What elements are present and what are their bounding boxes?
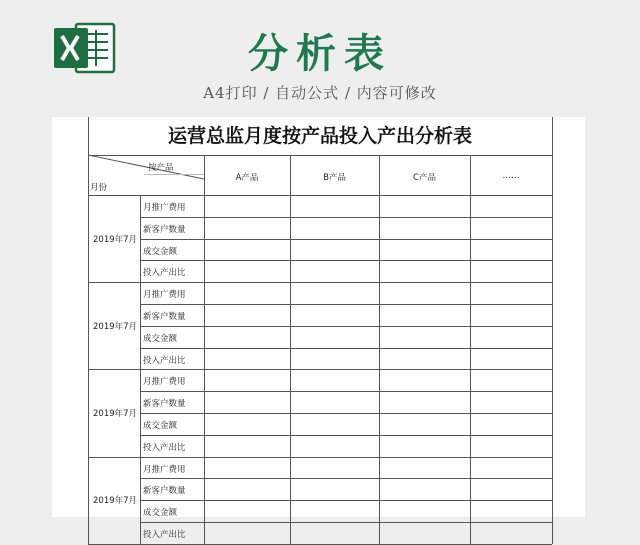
column-header: ……: [502, 171, 520, 181]
metric-label: 月推广费用: [143, 203, 186, 213]
metric-label: 新客户数量: [143, 399, 186, 410]
metric-label: 成交金额: [143, 246, 178, 257]
data-cell[interactable]: [471, 218, 552, 239]
month-label: 2019年7月: [93, 496, 138, 507]
spreadsheet-preview: [52, 117, 585, 540]
data-cell[interactable]: [205, 458, 290, 479]
page-subtitle: A4打印 / 自动公式 / 内容可修改: [203, 84, 437, 102]
data-cell[interactable]: [291, 370, 379, 391]
data-cell[interactable]: [205, 218, 290, 239]
data-cell[interactable]: [291, 436, 379, 457]
data-cell[interactable]: [380, 479, 470, 500]
data-cell[interactable]: [380, 327, 470, 348]
data-cell[interactable]: [471, 501, 552, 522]
table-border-left: [88, 155, 89, 544]
data-cell[interactable]: [205, 261, 290, 282]
data-cell[interactable]: [291, 349, 379, 370]
data-cell[interactable]: [291, 458, 379, 479]
metric-label: 月推广费用: [143, 377, 186, 388]
data-cell[interactable]: [380, 349, 470, 370]
data-cell[interactable]: [471, 283, 552, 304]
data-cell[interactable]: [291, 261, 379, 282]
metric-label: 成交金额: [143, 421, 178, 431]
data-cell[interactable]: [291, 305, 379, 326]
data-cell[interactable]: [291, 240, 379, 261]
metric-label: 新客户数量: [143, 224, 186, 235]
data-cell[interactable]: [380, 436, 470, 457]
data-cell[interactable]: [471, 349, 552, 370]
data-cell[interactable]: [380, 261, 470, 282]
data-cell[interactable]: [291, 392, 379, 413]
data-cell[interactable]: [291, 327, 379, 348]
data-cell[interactable]: [291, 501, 379, 522]
data-cell[interactable]: [380, 414, 470, 435]
data-cell[interactable]: [380, 392, 470, 413]
corner-label-product: 按产品: [148, 163, 174, 173]
data-cell[interactable]: [291, 479, 379, 500]
table-border-left-top: [88, 117, 89, 155]
column-header: C产品: [413, 173, 436, 183]
data-cell[interactable]: [471, 458, 552, 479]
metric-label: 投入产出比: [143, 530, 186, 540]
data-cell[interactable]: [205, 501, 290, 522]
column-header: B产品: [323, 173, 346, 183]
data-cell[interactable]: [471, 370, 552, 391]
data-cell[interactable]: [205, 240, 290, 261]
data-cell[interactable]: [471, 261, 552, 282]
data-cell[interactable]: [205, 283, 290, 304]
metric-label: 投入产出比: [143, 355, 186, 366]
data-cell[interactable]: [205, 370, 290, 391]
corner-subline: [144, 174, 204, 175]
data-cell[interactable]: [471, 414, 552, 435]
data-cell[interactable]: [205, 327, 290, 348]
month-label: 2019年7月: [93, 321, 138, 332]
metric-label: 新客户数量: [143, 486, 186, 497]
metric-label: 成交金额: [143, 508, 178, 519]
data-cell[interactable]: [380, 218, 470, 239]
data-cell[interactable]: [380, 458, 470, 479]
data-cell[interactable]: [205, 392, 290, 413]
data-cell[interactable]: [471, 523, 552, 544]
data-cell[interactable]: [205, 523, 290, 544]
metric-label: 新客户数量: [143, 312, 186, 322]
data-cell[interactable]: [380, 283, 470, 304]
metric-label: 成交金额: [143, 333, 178, 344]
data-cell[interactable]: [205, 414, 290, 435]
data-cell[interactable]: [471, 305, 552, 326]
data-cell[interactable]: [205, 479, 290, 500]
data-cell[interactable]: [471, 327, 552, 348]
data-cell[interactable]: [380, 305, 470, 326]
corner-label-month: 月份: [90, 183, 108, 193]
table-border-right: [552, 117, 553, 544]
data-cell[interactable]: [380, 523, 470, 544]
data-cell[interactable]: [471, 479, 552, 500]
metric-label: 月推广费用: [143, 464, 186, 475]
data-cell[interactable]: [471, 196, 552, 217]
data-cell[interactable]: [380, 501, 470, 522]
data-cell[interactable]: [291, 218, 379, 239]
data-cell[interactable]: [205, 349, 290, 370]
page-title: 分析表: [248, 30, 392, 77]
data-cell[interactable]: [291, 414, 379, 435]
metric-label: 投入产出比: [143, 442, 186, 453]
metric-label: 月推广费用: [143, 290, 186, 301]
data-cell[interactable]: [380, 370, 470, 391]
data-cell[interactable]: [471, 240, 552, 261]
data-cell[interactable]: [291, 283, 379, 304]
month-label: 2019年7月: [93, 409, 138, 419]
column-header: A产品: [235, 173, 259, 183]
data-cell[interactable]: [205, 436, 290, 457]
metric-label: 投入产出比: [143, 268, 186, 279]
sheet-title: 运营总监月度按产品投入产出分析表: [167, 125, 472, 147]
data-cell[interactable]: [291, 523, 379, 544]
data-cell[interactable]: [380, 240, 470, 261]
excel-logo-icon: [52, 20, 116, 76]
month-label: 2019年7月: [93, 234, 138, 245]
data-cell[interactable]: [380, 196, 470, 217]
data-cell[interactable]: [205, 196, 290, 217]
data-cell[interactable]: [291, 196, 379, 217]
data-cell[interactable]: [205, 305, 290, 326]
data-cell[interactable]: [471, 436, 552, 457]
data-cell[interactable]: [471, 392, 552, 413]
